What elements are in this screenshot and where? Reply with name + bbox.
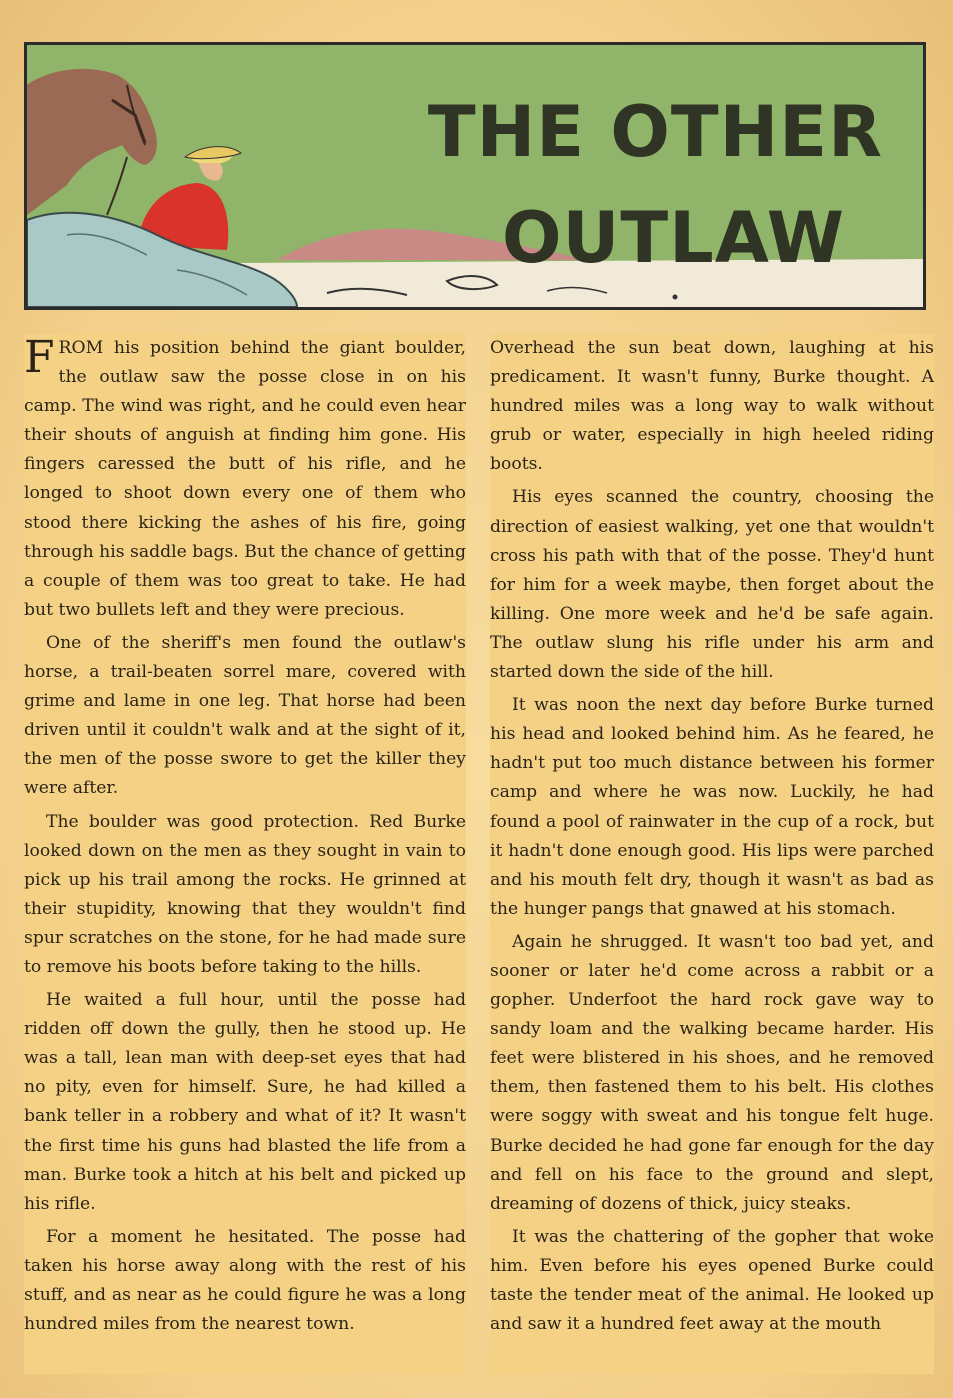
title-banner [24, 42, 926, 310]
paragraph: For a moment he hesitated. The posse had taken his horse away along with the rest of his stuff, and as near as he could figure he was a long hundred miles from the nearest town. [24, 1226, 466, 1335]
paragraph: The boulder was good protection. Red Burke looked down on the men as they sought in vain to pick up his trail among the rocks. He grinned at their stupidity, knowing that they wouldn't find spur scratches on the stone, for he had made sure to remove his boots before taking to the hills. [24, 811, 466, 977]
story-title-line2: OUTLAW [502, 197, 845, 279]
paragraph: One of the sheriff's men found the outlaw's horse, a trail-beaten sorrel mare, covered with grime and lame in one leg. That horse had been driven until it couldn't walk and at the sight of it, the men of the posse swore to get the killer they were after. [24, 632, 466, 799]
paragraph: FROM his position behind the giant boulder, the outlaw saw the posse close in on his camp. The wind was right, and he could even hear their shouts of anguish at finding him gone. His fingers caressed the butt of his rifle, and he longed to shoot down every one of them who stood there kicking the ashes of his fire, going through his saddle bags. But the chance of getting a couple of them was too great to take. He had but two bullets left and they were precious. [24, 334, 466, 620]
paragraph: Overhead the sun beat down, laughing at his predicament. It wasn't funny, Burke thought. A hundred miles was a long way to walk without grub or water, especially in high heeled riding boots. [490, 338, 934, 475]
paragraph: He waited a full hour, until the posse had ridden off down the gully, then he stood up. He was a tall, lean man with deep-set eyes that had no pity, even for himself. Sure, he had killed a bank teller in a robbery and what of it? It wasn't the first time his guns had blasted the life from a man. Burke took a hitch at his belt and picked up his rifle. [24, 990, 466, 1214]
drop-cap: F [24, 334, 55, 383]
story-title-line1: THE OTHER [427, 91, 883, 173]
left-text-column [24, 334, 466, 1374]
right-text-column [490, 334, 934, 1374]
paragraph: His eyes scanned the country, choosing the direction of easiest walking, yet one that wouldn't cross his path with that of the posse. They'd hunt for him for a week maybe, then forget about the killing. One more week and he'd be safe again. The outlaw slung his rifle under his arm and started down the side of the hill. [490, 487, 934, 683]
paragraph: Again he shrugged. It wasn't too bad yet, and sooner or later he'd come across a rabbit or a gopher. Underfoot the hard rock gave way to sandy loam and the walking became harder. His feet were blistered in his shoes, and he removed them, then fastened them to his belt. His clothes were soggy with sweat and his tongue felt huge. Burke decided he had gone far enough for the day and fell on his face to the ground and slept, dreaming of dozens of thick, juicy steaks. [490, 931, 934, 1214]
paragraph: It was the chattering of the gopher that woke him. Even before his eyes opened Burke could taste the tender meat of the animal. He looked up and saw it a hundred feet away at the mouth [490, 1226, 934, 1335]
paragraph: It was noon the next day before Burke turned his head and looked behind him. As he feared, he hadn't put too much distance between his former camp and where he was now. Luckily, he had found a pool of rainwater in the cup of a rock, but it hadn't done enough good. His lips were parched and his mouth felt dry, though it wasn't as bad as the hunger pangs that gnawed at his stomach. [490, 695, 934, 919]
